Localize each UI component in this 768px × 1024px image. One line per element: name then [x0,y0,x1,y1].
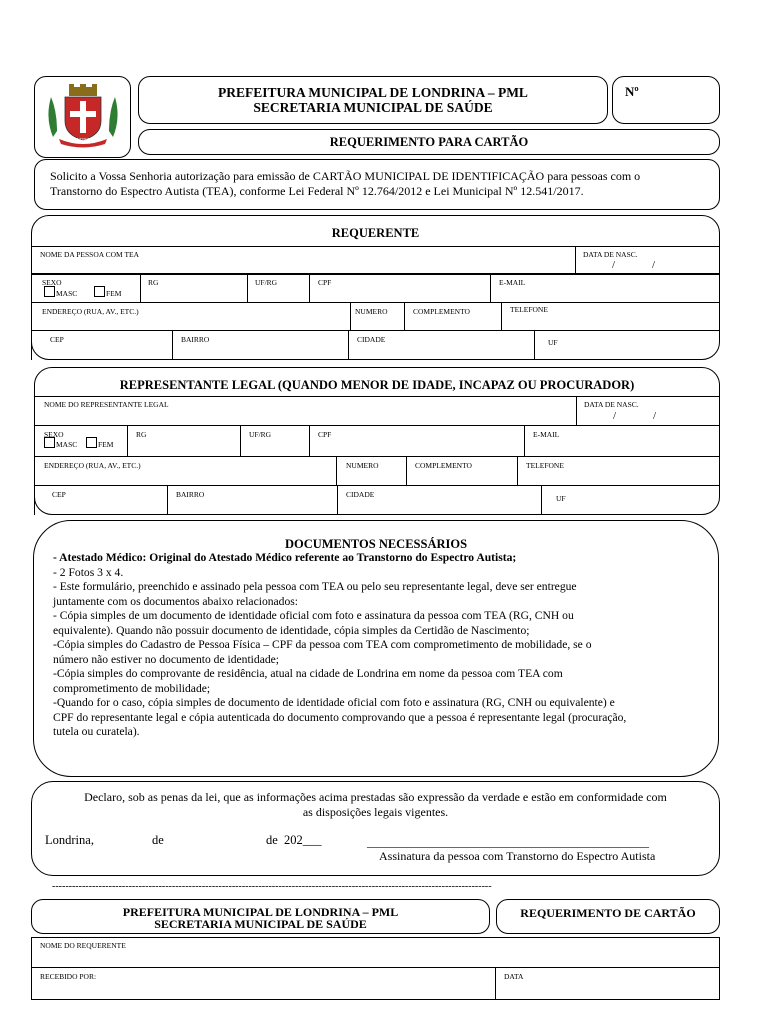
header-line1: PREFEITURA MUNICIPAL DE LONDRINA – PML [218,85,528,100]
declaracao-line2: as disposições legais vigentes. [302,805,449,819]
rep-date-slash-1: / [613,410,617,422]
rep-uf-field[interactable] [541,485,720,515]
req-date-slash-1: / [612,259,616,271]
stub-nome-label: NOME DO REQUERENTE [40,941,126,950]
doc-line: - 2 Fotos 3 x 4. [53,565,124,579]
stub-recebido-field[interactable] [31,967,496,1000]
req-numero-label: NUMERO [355,307,388,316]
header-line2: SECRETARIA MUNICIPAL DE SAÚDE [253,100,493,115]
declaracao-de-1: de [152,833,164,847]
rep-uf-label: UF [556,494,566,503]
doc-line: - Este formulário, preenchido e assinado pela pessoa com TEA ou pelo seu representante legal, deve ser entregue [53,580,577,593]
rep-date-slash-2: / [653,410,657,422]
stub-data-label: DATA [504,972,524,981]
documentos-title: DOCUMENTOS NECESSÁRIOS [284,537,468,551]
stub-nome-field[interactable] [31,937,720,968]
stub-recebido-label: RECEBIDO POR: [40,972,97,981]
doc-line: número não estiver no documento de identidade; [53,652,280,666]
doc-line: juntamente com os documentos abaixo relacionados: [53,594,299,608]
req-cpf-field[interactable] [309,274,491,303]
req-masc-option[interactable] [44,286,77,298]
rep-bairro-label: BAIRRO [176,490,205,499]
req-endereco-label: ENDEREÇO (RUA, AV., ETC.) [42,307,139,316]
doc-line: comprometimento de mobilidade; [53,681,211,695]
doc-line: -Cópia simples do comprovante de residência, atual na cidade de Londrina em nome da pessoa com TEA com [53,667,563,680]
rep-fem-checkbox[interactable] [86,437,97,448]
req-nome-label: NOME DA PESSOA COM TEA [40,250,140,259]
signature-line[interactable]: _______________________________________________ [367,835,649,849]
intro-line1: Solicito a Vossa Senhoria autorização para emissão de CARTÃO MUNICIPAL DE IDENTIFICAÇÃO para pessoas com o [50,169,641,183]
req-cpf-label: CPF [318,278,332,287]
rep-masc-option[interactable] [44,437,77,449]
rep-numero-label: NUMERO [346,461,379,470]
cut-line: ------------------------------------------------------------------------------------------------------------------------------------ [52,881,492,892]
rep-masc-checkbox[interactable] [44,437,55,448]
req-cidade-label: CIDADE [357,335,386,344]
stub-line2: SECRETARIA MUNICIPAL DE SAÚDE [154,917,367,931]
rep-rg-label: RG [136,430,147,439]
stub-line1: PREFEITURA MUNICIPAL DE LONDRINA – PML [122,905,399,919]
doc-line: -Cópia simples do Cadastro de Pessoa Física – CPF da pessoa com TEA com comprometimento de mobilidade, se o [53,638,592,651]
intro-box [34,159,720,210]
declaracao-line1: Declaro, sob as penas da lei, que as informações acima prestadas são expressão da verdade e estão em conformidade com [84,790,667,804]
rep-nome-label: NOME DO REPRESENTANTE LEGAL [44,400,169,409]
rep-endereco-label: ENDEREÇO (RUA, AV., ETC.) [44,461,141,470]
req-complemento-label: COMPLEMENTO [413,307,470,316]
form-title: REQUERIMENTO PARA CARTÃO [329,135,529,149]
doc-line: - Atestado Médico: Original do Atestado Médico referente ao Transtorno do Espectro Autista; [53,551,517,564]
rep-cidade-label: CIDADE [346,490,375,499]
crest-banner-text: LONDRINA [70,137,95,142]
stub-title-box [496,899,720,934]
doc-line: CPF do representante legal e cópia autenticada do documento comprovando que a pessoa é representante legal (procuração, [53,710,627,724]
rep-email-label: E-MAIL [533,430,560,439]
representante-title: REPRESENTANTE LEGAL (QUANDO MENOR DE IDADE, INCAPAZ OU PROCURADOR) [119,378,635,392]
req-fem-checkbox[interactable] [94,286,105,297]
number-box[interactable] [612,76,720,124]
req-telefone-label: TELEFONE [510,305,548,314]
rep-data-nasc-label: DATA DE NASC. [584,400,639,409]
rep-cpf-field[interactable] [309,425,525,457]
rep-fem-option[interactable] [86,437,113,449]
rep-cpf-label: CPF [318,430,332,439]
req-uf-field[interactable] [534,330,720,360]
req-data-nasc-label: DATA DE NASC. [583,250,638,259]
rep-cep-label: CEP [52,490,66,499]
stub-header-box [31,899,490,934]
form-title-box [138,129,720,155]
rep-masc-label: MASC [56,440,78,449]
req-fem-label: FEM [106,289,122,298]
req-date-slash-2: / [652,259,656,271]
rep-sexo-label: SEXO [44,430,64,439]
req-rg-label: RG [148,278,159,287]
declaracao-city: Londrina, [45,833,94,847]
requerente-title: REQUERENTE [331,226,420,240]
req-fem-option[interactable] [94,286,121,298]
doc-line: -Quando for o caso, cópia simples de documento de identidade oficial com foto e assinatura (RG, CNH ou equivalente) e [53,696,615,709]
rep-uf-rg-label: UF/RG [249,430,272,439]
crest-box [34,76,131,158]
intro-line2: Transtorno do Espectro Autista (TEA), conforme Lei Federal Nº 12.764/2012 e Lei Municipal Nº 12.541/2017. [50,184,584,198]
rep-complemento-label: COMPLEMENTO [415,461,472,470]
doc-line: - Cópia simples de um documento de identidade oficial com foto e assinatura da pessoa com TEA (RG, CNH ou [53,609,574,622]
documentos-list [53,551,626,740]
req-sexo-label: SEXO [42,278,62,287]
rep-telefone-label: TELEFONE [526,461,564,470]
doc-line: tutela ou curatela). [53,725,140,738]
number-label: Nº [625,84,639,99]
req-uf-label: UF [548,338,558,347]
stub-title: REQUERIMENTO DE CARTÃO [520,906,696,920]
req-email-label: E-MAIL [499,278,526,287]
signature-label: Assinatura da pessoa com Transtorno do Espectro Autista [379,849,656,863]
req-cep-label: CEP [50,335,64,344]
req-masc-label: MASC [56,289,78,298]
req-masc-checkbox[interactable] [44,286,55,297]
doc-line: equivalente). Quando não possuir documento de identidade, cópia simples da Certidão de Nascimento; [53,623,530,637]
declaracao-de-2: de 202___ [266,833,322,847]
stub-data-field[interactable] [495,967,720,1000]
req-bairro-label: BAIRRO [181,335,210,344]
req-uf-rg-label: UF/RG [255,278,278,287]
header-title-box [138,76,608,124]
rep-fem-label: FEM [98,440,114,449]
